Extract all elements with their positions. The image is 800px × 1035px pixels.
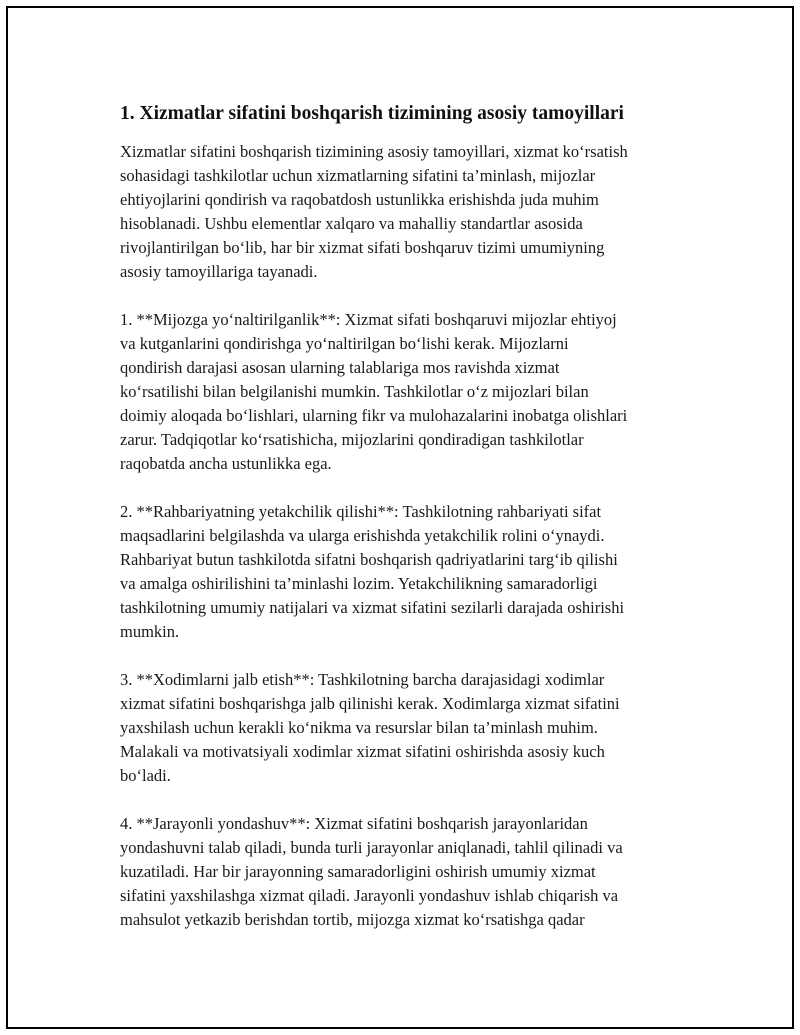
text-line: ehtiyojlarini qondirish va raqobatdosh ustunlikka erishishda juda muhim	[120, 190, 599, 209]
text-line: doimiy aloqada bo‘lishlari, ularning fikr va mulohazalarini inobatga olishlari	[120, 406, 628, 425]
section-heading: 1. Xizmatlar sifatini boshqarish tizimining asosiy tamoyillari	[120, 103, 624, 124]
text-line: mumkin.	[120, 622, 180, 641]
text-line: hisoblanadi. Ushbu elementlar xalqaro va mahalliy standartlar asosida	[120, 214, 583, 233]
text-line: raqobatda ancha ustunlikka ega.	[120, 454, 332, 473]
principle-1-paragraph	[120, 308, 700, 476]
text-line: va kutganlarini qondirishga yo‘naltirilgan bo‘lishi kerak. Mijozlarni	[120, 334, 569, 353]
text-line: yaxshilash uchun kerakli ko‘nikma va resurslar bilan ta’minlash muhim.	[120, 718, 598, 737]
text-line: zarur. Tadqiqotlar ko‘rsatishicha, mijozlarini qondiradigan tashkilotlar	[120, 430, 584, 449]
text-line: qondirish darajasi asosan ularning talablariga mos ravishda xizmat	[120, 358, 560, 377]
document-body	[120, 100, 700, 956]
principle-4-paragraph	[120, 812, 700, 932]
text-line: 3. **Xodimlarni jalb etish**: Tashkilotning barcha darajasidagi xodimlar	[120, 670, 605, 689]
text-line: Xizmatlar sifatini boshqarish tizimining asosiy tamoyillari, xizmat ko‘rsatish	[120, 142, 628, 161]
text-line: tashkilotning umumiy natijalari va xizmat sifatini sezilarli darajada oshirishi	[120, 598, 625, 617]
intro-paragraph	[120, 140, 700, 284]
text-line: maqsadlarini belgilashda va ularga erishishda yetakchilik rolini o‘ynaydi.	[120, 526, 605, 545]
text-line: 4. **Jarayonli yondashuv**: Xizmat sifatini boshqarish jarayonlaridan	[120, 814, 588, 833]
text-line: 1. **Mijozga yo‘naltirilganlik**: Xizmat sifati boshqaruvi mijozlar ehtiyoj	[120, 310, 617, 329]
text-line: kuzatiladi. Har bir jarayonning samaradorligini oshirish umumiy xizmat	[120, 862, 596, 881]
text-line: Malakali va motivatsiyali xodimlar xizmat sifatini oshirishda asosiy kuch	[120, 742, 605, 761]
text-line: Rahbariyat butun tashkilotda sifatni boshqarish qadriyatlarini targ‘ib qilishi	[120, 550, 618, 569]
text-line: rivojlantirilgan bo‘lib, har bir xizmat sifati boshqaruv tizimi umumiyning	[120, 238, 605, 257]
text-line: va amalga oshirilishini ta’minlashi lozim. Yetakchilikning samaradorligi	[120, 574, 598, 593]
text-line: 2. **Rahbariyatning yetakchilik qilishi**: Tashkilotning rahbariyati sifat	[120, 502, 602, 521]
principle-2-paragraph	[120, 500, 700, 644]
text-line: mahsulot yetkazib berishdan tortib, mijozga xizmat ko‘rsatishga qadar	[120, 910, 585, 929]
text-line: xizmat sifatini boshqarishga jalb qilinishi kerak. Xodimlarga xizmat sifatini	[120, 694, 620, 713]
page-frame	[6, 6, 794, 1029]
principle-3-paragraph	[120, 668, 700, 788]
text-line: sohasidagi tashkilotlar uchun xizmatlarning sifatini ta’minlash, mijozlar	[120, 166, 596, 185]
text-line: sifatini yaxshilashga xizmat qiladi. Jarayonli yondashuv ishlab chiqarish va	[120, 886, 619, 905]
text-line: asosiy tamoyillariga tayanadi.	[120, 262, 318, 281]
text-line: yondashuvni talab qiladi, bunda turli jarayonlar aniqlanadi, tahlil qilinadi va	[120, 838, 623, 857]
text-line: bo‘ladi.	[120, 766, 171, 785]
text-line: ko‘rsatilishi bilan belgilanishi mumkin. Tashkilotlar o‘z mijozlari bilan	[120, 382, 589, 401]
